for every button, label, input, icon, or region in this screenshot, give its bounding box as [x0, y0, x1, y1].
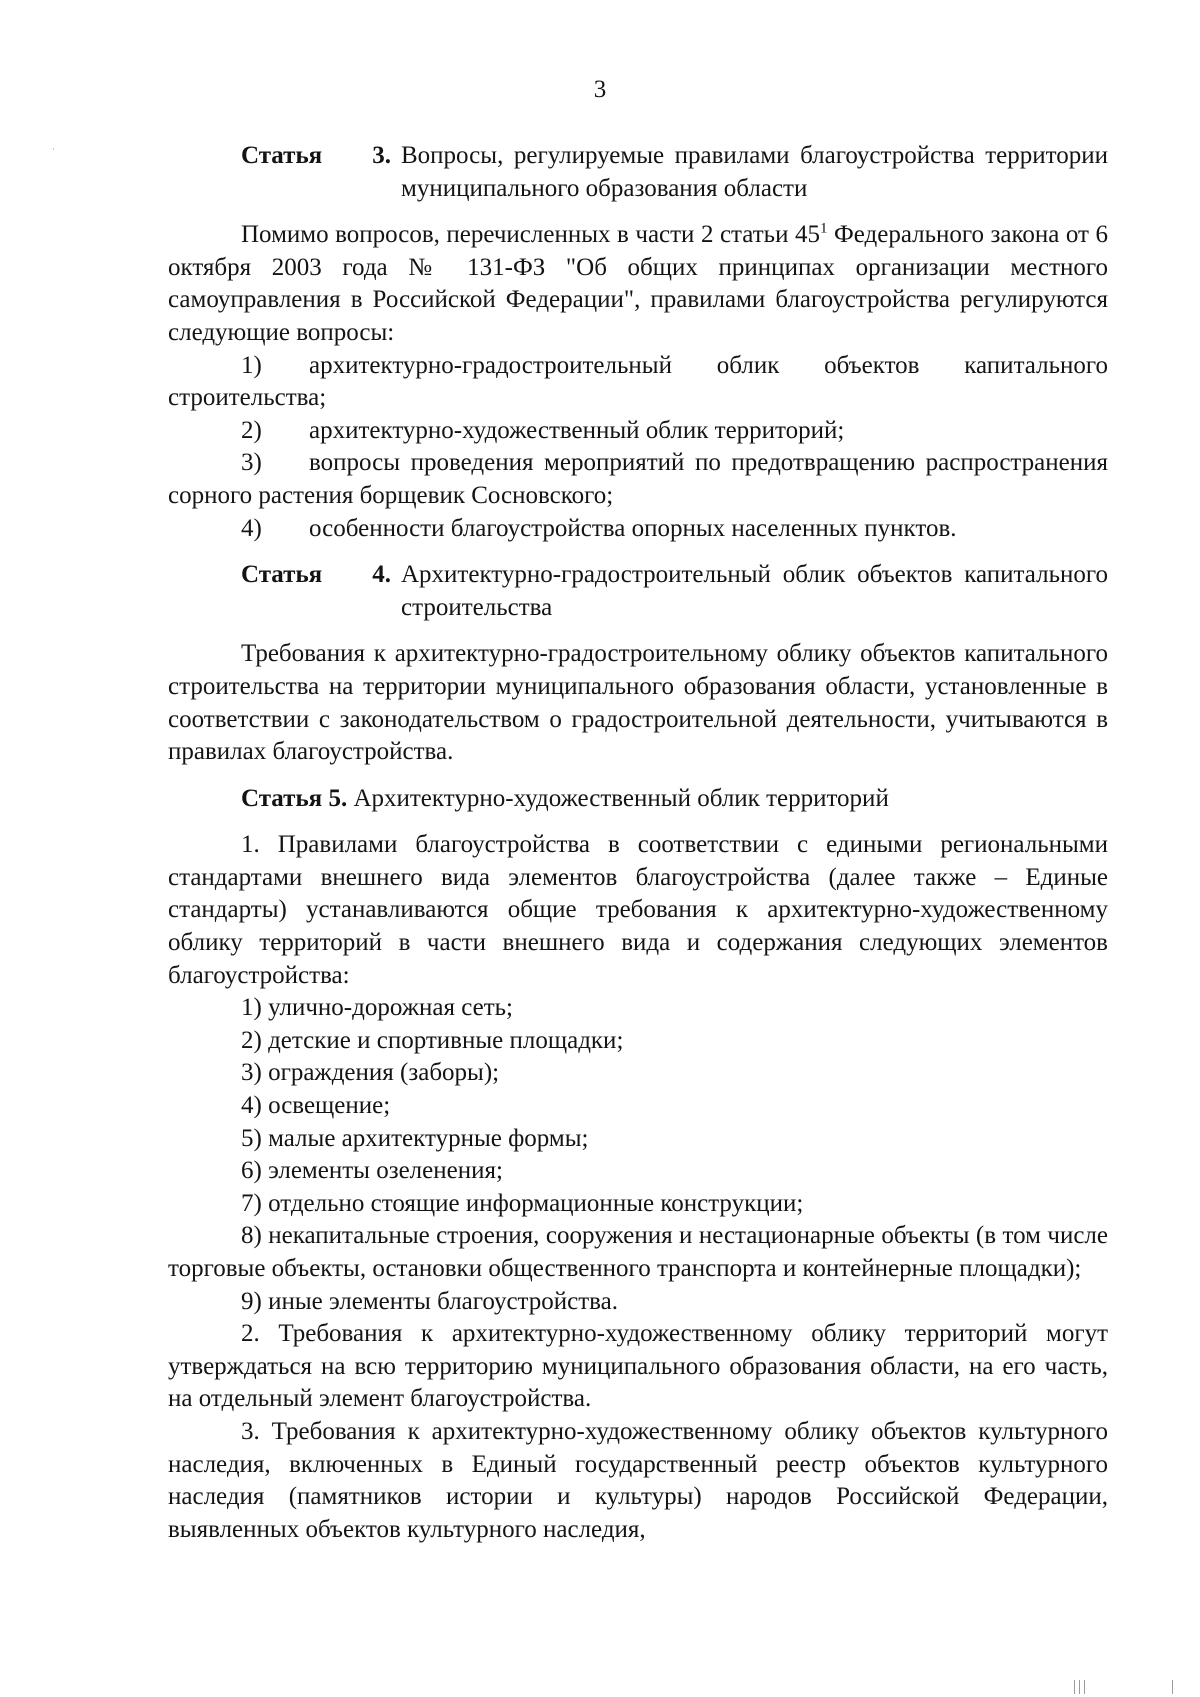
article-3-item-number: 4)	[241, 514, 262, 542]
article-4-title: Архитектурно-градостроительный облик объектов капитального строительства	[401, 561, 1108, 621]
article-4-heading	[241, 559, 1108, 624]
article-5-paragraph-2: 2. Требования к архитектурно-художественному облику территорий могут утверждаться на всю территорию муниципального образования области, на его часть, на отдельный элемент благоустройства.	[168, 1320, 1108, 1413]
document-body	[168, 140, 1108, 1546]
article-5-title: Архитектурно-художественный облик территорий	[347, 784, 889, 812]
article-4-body: Требования к архитектурно-градостроительному облику объектов капитального строительства на территории муниципального образования области, установленные в соответствии с законодательством о градостроительной деятельности, учитываются в правилах благоустройства.	[168, 640, 1108, 766]
article-3-intro-b: Федерального закона от 6 октября 2003 года № 131-ФЗ "Об общих принципах организации местного самоуправления в Российской Федерации", правилами благоустройства регулируются следующие вопросы:	[168, 221, 1108, 346]
scan-artifact	[1172, 1680, 1173, 1694]
scan-artifact	[1074, 1680, 1075, 1694]
article-5-item: 3) ограждения (заборы);	[241, 1059, 500, 1087]
article-3-item-number: 1)	[241, 351, 262, 379]
article-3-title: Вопросы, регулируемые правилами благоустройства территории муниципального образования области	[401, 142, 1108, 202]
page-number: 3	[593, 76, 607, 103]
article-5-item: 6) элементы озеленения;	[241, 1157, 503, 1185]
article-3-label	[241, 140, 391, 173]
scan-artifact	[1079, 1680, 1080, 1694]
article-4-label-number: 4.	[372, 561, 391, 589]
article-4-label	[241, 559, 391, 592]
article-5-heading	[168, 783, 1108, 816]
article-3-label-word: Статья	[241, 142, 323, 169]
article-5-item: 8) некапитальные строения, сооружения и нестационарные объекты (в том числе торговые объекты, остановки общественного транспорта и контейнерные площадки);	[168, 1222, 1108, 1282]
article-5-paragraph-1: 1. Правилами благоустройства в соответствии с едиными региональными стандартами внешнего вида элементов благоустройства (далее также – Единые стандарты) устанавливаются общие требования к архитектурно-художественному облику территорий в части внешнего вида и содержания следующих элементов благоустройства:	[168, 831, 1108, 989]
article-3-heading	[241, 140, 1108, 205]
article-3-item-text: особенности благоустройства опорных населенных пунктов.	[309, 514, 957, 542]
article-5-item: 7) отдельно стоящие информационные конструкции;	[241, 1189, 804, 1217]
article-5-item: 9) иные элементы благоустройства.	[241, 1287, 618, 1315]
article-3-label-number: 3.	[372, 142, 391, 169]
article-3-item-text: архитектурно-художественный облик территорий;	[309, 416, 845, 444]
article-3-item	[168, 415, 1108, 448]
scan-artifact	[1084, 1680, 1085, 1694]
article-5-item: 2) детские и спортивные площадки;	[241, 1026, 624, 1054]
article-5-label: Статья 5.	[241, 784, 348, 812]
article-3-intro-a: Помимо вопросов, перечисленных в части 2 статьи 45	[241, 221, 820, 249]
article-4-label-word: Статья	[241, 561, 323, 589]
article-3-item-number: 3)	[241, 449, 262, 477]
article-3-intro	[168, 219, 1108, 349]
article-3-item	[168, 447, 1108, 512]
article-3-intro-superscript: 1	[819, 220, 828, 237]
article-3-item-number: 2)	[241, 416, 262, 444]
article-5-item: 5) малые архитектурные формы;	[241, 1124, 589, 1152]
article-5-item: 1) улично-дорожная сеть;	[241, 994, 513, 1022]
article-3-item-text: вопросы проведения мероприятий по предотвращению распространения сорного растения борщевик Сосновского;	[168, 449, 1108, 509]
article-3-item-text: архитектурно-градостроительный облик объектов капитального строительства;	[168, 351, 1108, 412]
scan-edge-mark	[53, 148, 54, 150]
article-3-item	[168, 513, 1108, 546]
article-5-item: 4) освещение;	[241, 1092, 391, 1120]
article-3-item	[168, 350, 1108, 415]
article-5-paragraph-3: 3. Требования к архитектурно-художественному облику объектов культурного наследия, включенных в Единый государственный реестр объектов культурного наследия (памятников истории и культуры) народов Российской Федерации, выявленных объектов культурного наследия,	[168, 1417, 1108, 1543]
